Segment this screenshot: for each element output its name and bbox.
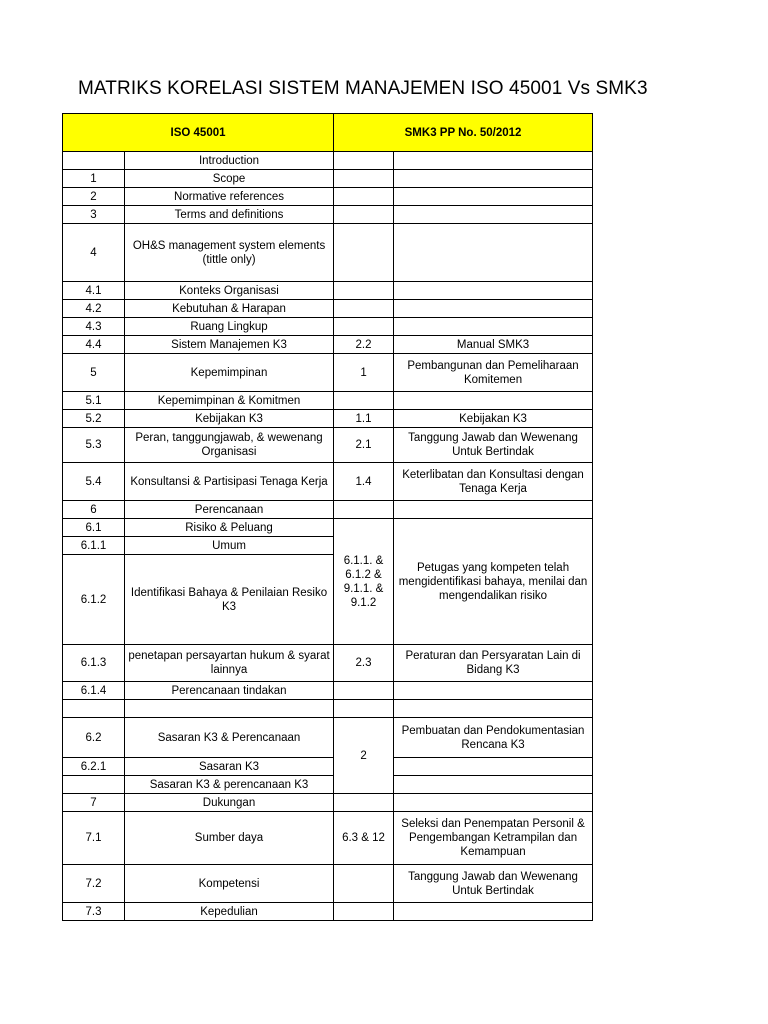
iso-clause: Kebijakan K3 xyxy=(125,410,334,428)
iso-clause: Kepemimpinan xyxy=(125,354,334,392)
smk3-clause xyxy=(394,392,593,410)
table-row xyxy=(63,903,593,921)
smk3-clause xyxy=(394,282,593,300)
table-header-row xyxy=(63,114,593,152)
table-row xyxy=(63,682,593,700)
smk3-number xyxy=(334,865,394,903)
table-row xyxy=(63,776,593,794)
smk3-number xyxy=(334,152,394,170)
smk3-clause xyxy=(394,758,593,776)
iso-clause: penetapan persayartan hukum & syarat lainnya xyxy=(125,645,334,682)
iso-number: 2 xyxy=(63,188,125,206)
iso-number xyxy=(63,776,125,794)
iso-clause: Identifikasi Bahaya & Penilaian Resiko K3 xyxy=(125,555,334,645)
iso-number: 6.1 xyxy=(63,519,125,537)
smk3-number xyxy=(334,188,394,206)
table-row xyxy=(63,318,593,336)
correlation-matrix-table xyxy=(62,113,593,921)
iso-number: 5.2 xyxy=(63,410,125,428)
iso-number: 4.1 xyxy=(63,282,125,300)
smk3-clause: Pembuatan dan Pendokumentasian Rencana K3 xyxy=(394,718,593,758)
iso-number: 4.4 xyxy=(63,336,125,354)
iso-number: 4 xyxy=(63,224,125,282)
smk3-clause: Pembangunan dan Pemeliharaan Komitemen xyxy=(394,354,593,392)
iso-number: 5 xyxy=(63,354,125,392)
iso-number xyxy=(63,152,125,170)
iso-number: 7 xyxy=(63,794,125,812)
smk3-clause: Keterlibatan dan Konsultasi dengan Tenaga Kerja xyxy=(394,463,593,501)
smk3-number xyxy=(334,282,394,300)
iso-number: 6.1.3 xyxy=(63,645,125,682)
iso-number: 3 xyxy=(63,206,125,224)
table-row xyxy=(63,645,593,682)
iso-number: 7.2 xyxy=(63,865,125,903)
iso-clause: Ruang Lingkup xyxy=(125,318,334,336)
smk3-number xyxy=(334,170,394,188)
smk3-clause: Manual SMK3 xyxy=(394,336,593,354)
smk3-number xyxy=(334,682,394,700)
iso-clause: Kepemimpinan & Komitmen xyxy=(125,392,334,410)
smk3-clause: Petugas yang kompeten telah mengidentifikasi bahaya, menilai dan mengendalikan risiko xyxy=(394,519,593,645)
smk3-number xyxy=(334,318,394,336)
smk3-clause xyxy=(394,794,593,812)
smk3-number xyxy=(334,392,394,410)
smk3-number xyxy=(334,700,394,718)
smk3-number xyxy=(334,300,394,318)
iso-number: 6.2 xyxy=(63,718,125,758)
iso-clause: Kebutuhan & Harapan xyxy=(125,300,334,318)
iso-clause: Sumber daya xyxy=(125,812,334,865)
smk3-number xyxy=(334,224,394,282)
smk3-number: 2.2 xyxy=(334,336,394,354)
iso-clause: Kepedulian xyxy=(125,903,334,921)
table-row xyxy=(63,224,593,282)
iso-clause: Perencanaan tindakan xyxy=(125,682,334,700)
smk3-clause xyxy=(394,224,593,282)
iso-clause: Konsultansi & Partisipasi Tenaga Kerja xyxy=(125,463,334,501)
smk3-number: 1 xyxy=(334,354,394,392)
smk3-clause: Kebijakan K3 xyxy=(394,410,593,428)
smk3-clause xyxy=(394,170,593,188)
table-row xyxy=(63,410,593,428)
smk3-clause xyxy=(394,903,593,921)
iso-number: 5.1 xyxy=(63,392,125,410)
iso-number: 5.3 xyxy=(63,428,125,463)
iso-clause: Kompetensi xyxy=(125,865,334,903)
smk3-number: 2.1 xyxy=(334,428,394,463)
iso-clause: OH&S management system elements (tittle only) xyxy=(125,224,334,282)
header-iso-45001: ISO 45001 xyxy=(63,114,334,152)
smk3-clause: Tanggung Jawab dan Wewenang Untuk Bertindak xyxy=(394,865,593,903)
iso-number: 6.2.1 xyxy=(63,758,125,776)
table-row xyxy=(63,700,593,718)
smk3-clause xyxy=(394,700,593,718)
page-title: MATRIKS KORELASI SISTEM MANAJEMEN ISO 45001 Vs SMK3 xyxy=(78,78,648,99)
table-row xyxy=(63,865,593,903)
smk3-clause xyxy=(394,318,593,336)
iso-clause: Scope xyxy=(125,170,334,188)
iso-number: 7.1 xyxy=(63,812,125,865)
smk3-clause xyxy=(394,501,593,519)
smk3-number: 1.4 xyxy=(334,463,394,501)
smk3-number: 6.3 & 12 xyxy=(334,812,394,865)
table-row xyxy=(63,152,593,170)
iso-number: 5.4 xyxy=(63,463,125,501)
iso-clause: Sistem Manajemen K3 xyxy=(125,336,334,354)
iso-clause: Terms and definitions xyxy=(125,206,334,224)
table-row xyxy=(63,188,593,206)
header-smk3: SMK3 PP No. 50/2012 xyxy=(334,114,593,152)
smk3-clause xyxy=(394,682,593,700)
smk3-number xyxy=(334,903,394,921)
iso-clause: Konteks Organisasi xyxy=(125,282,334,300)
iso-clause: Sasaran K3 xyxy=(125,758,334,776)
smk3-clause xyxy=(394,300,593,318)
iso-clause: Dukungan xyxy=(125,794,334,812)
table-row xyxy=(63,392,593,410)
iso-number: 6.1.2 xyxy=(63,555,125,645)
table-row xyxy=(63,758,593,776)
iso-clause: Introduction xyxy=(125,152,334,170)
table-row xyxy=(63,170,593,188)
table-row xyxy=(63,519,593,537)
table-row xyxy=(63,206,593,224)
smk3-clause xyxy=(394,152,593,170)
iso-clause: Umum xyxy=(125,537,334,555)
table-row xyxy=(63,794,593,812)
smk3-clause: Tanggung Jawab dan Wewenang Untuk Bertindak xyxy=(394,428,593,463)
iso-clause xyxy=(125,700,334,718)
table-row xyxy=(63,428,593,463)
iso-clause: Perencanaan xyxy=(125,501,334,519)
iso-number xyxy=(63,700,125,718)
iso-number: 6.1.1 xyxy=(63,537,125,555)
smk3-number xyxy=(334,501,394,519)
smk3-number: 1.1 xyxy=(334,410,394,428)
iso-clause: Sasaran K3 & Perencanaan xyxy=(125,718,334,758)
iso-number: 4.2 xyxy=(63,300,125,318)
table-row xyxy=(63,812,593,865)
iso-number: 1 xyxy=(63,170,125,188)
table-row xyxy=(63,463,593,501)
iso-number: 6.1.4 xyxy=(63,682,125,700)
iso-clause: Risiko & Peluang xyxy=(125,519,334,537)
smk3-number: 6.1.1. & 6.1.2 & 9.1.1. & 9.1.2 xyxy=(334,519,394,645)
smk3-number xyxy=(334,794,394,812)
table-row xyxy=(63,300,593,318)
smk3-clause xyxy=(394,776,593,794)
iso-clause: Peran, tanggungjawab, & wewenang Organisasi xyxy=(125,428,334,463)
smk3-number xyxy=(334,206,394,224)
table-row xyxy=(63,501,593,519)
iso-number: 7.3 xyxy=(63,903,125,921)
smk3-clause: Seleksi dan Penempatan Personil & Pengembangan Ketrampilan dan Kemampuan xyxy=(394,812,593,865)
smk3-clause xyxy=(394,188,593,206)
smk3-number: 2.3 xyxy=(334,645,394,682)
iso-clause: Sasaran K3 & perencanaan K3 xyxy=(125,776,334,794)
smk3-clause: Peraturan dan Persyaratan Lain di Bidang K3 xyxy=(394,645,593,682)
iso-clause: Normative references xyxy=(125,188,334,206)
table-row xyxy=(63,336,593,354)
table-row xyxy=(63,354,593,392)
smk3-number: 2 xyxy=(334,718,394,794)
smk3-clause xyxy=(394,206,593,224)
table-row xyxy=(63,282,593,300)
table-row xyxy=(63,718,593,758)
iso-number: 6 xyxy=(63,501,125,519)
iso-number: 4.3 xyxy=(63,318,125,336)
